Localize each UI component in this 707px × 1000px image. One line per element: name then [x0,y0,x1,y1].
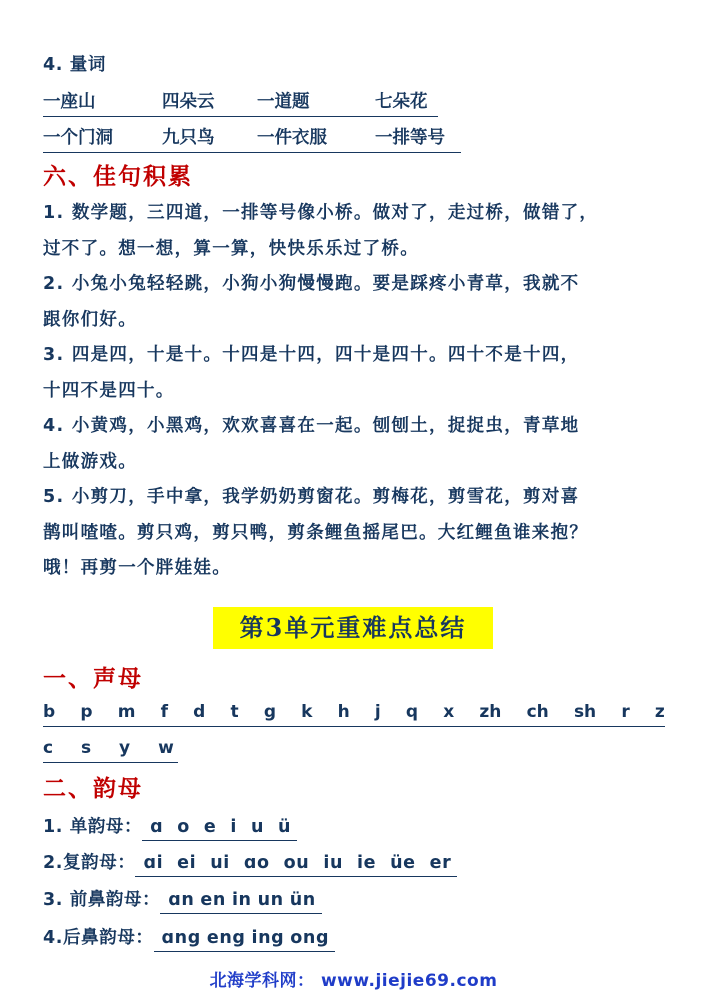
initial: q [405,702,419,722]
initial: t [230,702,239,722]
final: in [231,890,252,910]
measure-words-row-2 [43,124,461,153]
single-finals-list [142,817,297,841]
measure-word: 一座山 [43,92,96,112]
initials-row-2 [43,738,178,763]
final: ɑ [150,817,164,837]
front-nasal-finals-label: 3. 前鼻韵母： [43,890,161,910]
final: ɑo [243,853,270,873]
initial: y [119,738,131,758]
compound-finals-row [43,849,457,877]
back-nasal-finals-label: 4.后鼻韵母： [43,928,154,948]
final: ing [251,928,285,948]
final: ü [278,817,292,837]
sentence-line: 跟你们好。 [43,309,137,330]
initial: ch [526,702,549,722]
initials-row-1 [43,702,665,727]
final: ɑn [168,890,195,910]
back-nasal-finals-list [154,928,336,952]
footer-watermark-link[interactable]: 北海学科网： www.jiejie69.com [209,971,498,991]
final: un [257,890,284,910]
sentence-line: 十四不是四十。 [43,380,175,401]
final: o [177,817,190,837]
sentence-line: 过不了。想一想，算一算，快快乐乐过了桥。 [43,238,419,259]
sentence-line: 1. 数学题，三四道，一排等号像小桥。做对了，走过桥，做错了， [43,203,599,223]
final: ɑi [143,853,164,873]
final: ün [289,890,316,910]
initial: g [263,702,276,722]
final: ie [357,853,377,873]
initial: sh [573,702,597,722]
finals-heading: 二、韵母 [43,775,143,802]
sentences-heading: 六、佳句积累 [43,163,193,190]
initial: r [621,702,630,722]
measure-word: 一件衣服 [257,128,327,148]
final: ei [177,853,197,873]
final: e [203,817,217,837]
initial: d [193,702,206,722]
sentence-line: 4. 小黄鸡，小黑鸡，欢欢喜喜在一起。刨刨土，捉捉虫，青草地 [43,416,580,436]
final: ong [290,928,330,948]
initial: f [160,702,168,722]
unit-title-banner: 第3单元重难点总结 [213,607,493,649]
measure-word: 九只鸟 [162,128,215,148]
final: u [250,817,265,837]
measure-word: 四朵云 [162,92,215,112]
initial: j [374,702,381,722]
compound-finals-label: 2.复韵母： [43,853,136,873]
final: iu [323,853,344,873]
final: ɑng [161,928,201,948]
measure-words-heading: 4. 量词 [43,55,106,75]
final: ui [210,853,230,873]
initial: m [117,702,136,722]
sentence-line: 哦！再剪一个胖娃娃。 [43,558,231,578]
initial: z [654,702,665,722]
measure-word: 一排等号 [375,128,445,148]
measure-words-row-1 [43,88,438,117]
single-finals-row [43,813,297,841]
measure-word: 一道题 [257,92,310,112]
sentence-line: 3. 四是四，十是十。十四是十四，四十是四十。四十不是十四， [43,345,580,365]
initial: b [43,702,56,722]
initial: w [158,738,174,758]
measure-word: 一个门洞 [43,128,113,148]
sentence-line: 5. 小剪刀，手中拿，我学奶奶剪窗花。剪梅花，剪雪花，剪对喜 [43,487,580,507]
initial: c [43,738,54,758]
sentence-list [43,196,668,587]
measure-word: 七朵花 [375,92,428,112]
final: üe [390,853,416,873]
single-finals-label: 1. 单韵母： [43,817,143,837]
sentence-line: 上做游戏。 [43,451,137,472]
initial: zh [479,702,502,722]
final: er [429,853,452,873]
final: eng [206,928,246,948]
front-nasal-finals-list [160,890,322,914]
back-nasal-finals-row [43,924,335,952]
initials-heading: 一、声母 [43,665,143,692]
final: ou [283,853,310,873]
sentence-line: 鹊叫喳喳。剪只鸡，剪只鸭，剪条鲤鱼摇尾巴。大红鲤鱼谁来抱？ [43,522,589,543]
sentence-line: 2. 小兔小兔轻轻跳，小狗小狗慢慢跑。要是踩疼小青草，我就不 [43,274,580,294]
compound-finals-list [135,853,457,877]
final: en [200,890,226,910]
initial: p [80,702,93,722]
initial: k [301,702,313,722]
initial: h [337,702,350,722]
front-nasal-finals-row [43,886,322,914]
final: i [230,817,237,837]
initial: x [443,702,455,722]
initial: s [81,738,92,758]
